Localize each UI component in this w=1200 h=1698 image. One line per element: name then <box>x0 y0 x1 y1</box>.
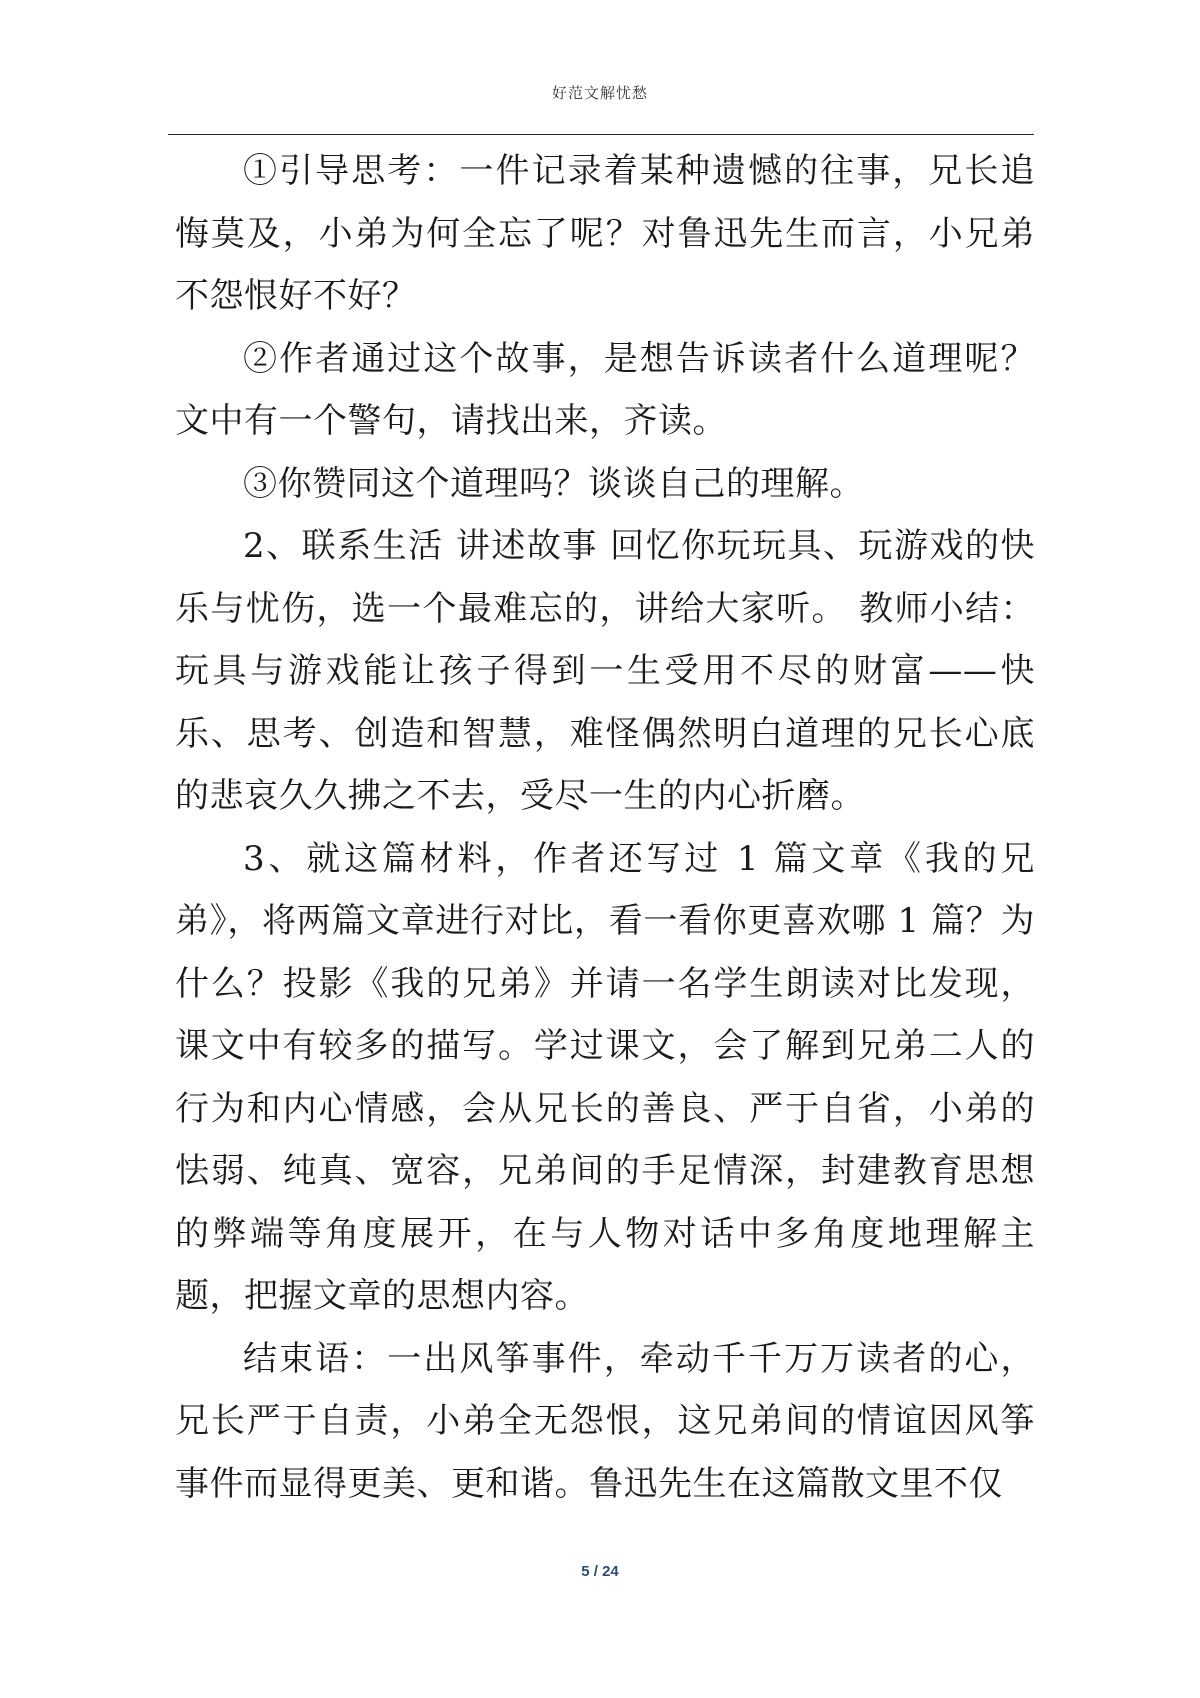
paragraph-agree-question: ③你赞同这个道理吗？谈谈自己的理解。 <box>243 463 864 504</box>
paragraph-author-intent: ②作者通过这个故事，是想告诉读者什么道理呢？文中有一个警句，请找出来，齐读。 <box>175 338 1035 441</box>
document-body <box>175 140 1035 1515</box>
paragraph-guided-thinking: ①引导思考：一件记录着某种遗憾的往事，兄长追悔莫及，小弟为何全忘了呢？对鲁迅先生而言，小兄弟不怨恨好不好？ <box>175 151 1035 316</box>
header-divider <box>168 134 1034 135</box>
page-header-title: 好范文解忧愁 <box>551 84 648 102</box>
paragraph-conclusion: 结束语：一出风筝事件，牵动千千万万读者的心，兄长严于自责，小弟全无怨恨，这兄弟间的情谊因风筝事件而显得更美、更和谐。鲁迅先生在这篇散文里不仅 <box>175 1338 1035 1504</box>
paragraph-comparison: 3、就这篇材料，作者还写过 1 篇文章《我的兄弟》，将两篇文章进行对比，看一看你更喜欢哪 1 篇？为什么？投影《我的兄弟》并请一名学生朗读对比发现，课文中有较多的描写。学过课文，会了解到兄弟二人的行为和内心情感，会从兄长的善良、严于自省，小弟的怯弱、纯真、宽容，兄弟间的手足情深，封建教育思想的弊端等角度展开，在与人物对话中多角度地理解主题，把握文章的思想内容。 <box>175 838 1035 1316</box>
paragraph-life-connection: 2、联系生活 讲述故事 回忆你玩玩具、玩游戏的快乐与忧伤，选一个最难忘的，讲给大家听。 教师小结：玩具与游戏能让孩子得到一生受用不尽的财富——快乐、思考、创造和智慧，难怪偶然明白道理的兄长心底的悲哀久久拂之不去，受尽一生的内心折磨。 <box>175 526 1035 816</box>
page-number: 5 / 24 <box>581 1563 619 1580</box>
